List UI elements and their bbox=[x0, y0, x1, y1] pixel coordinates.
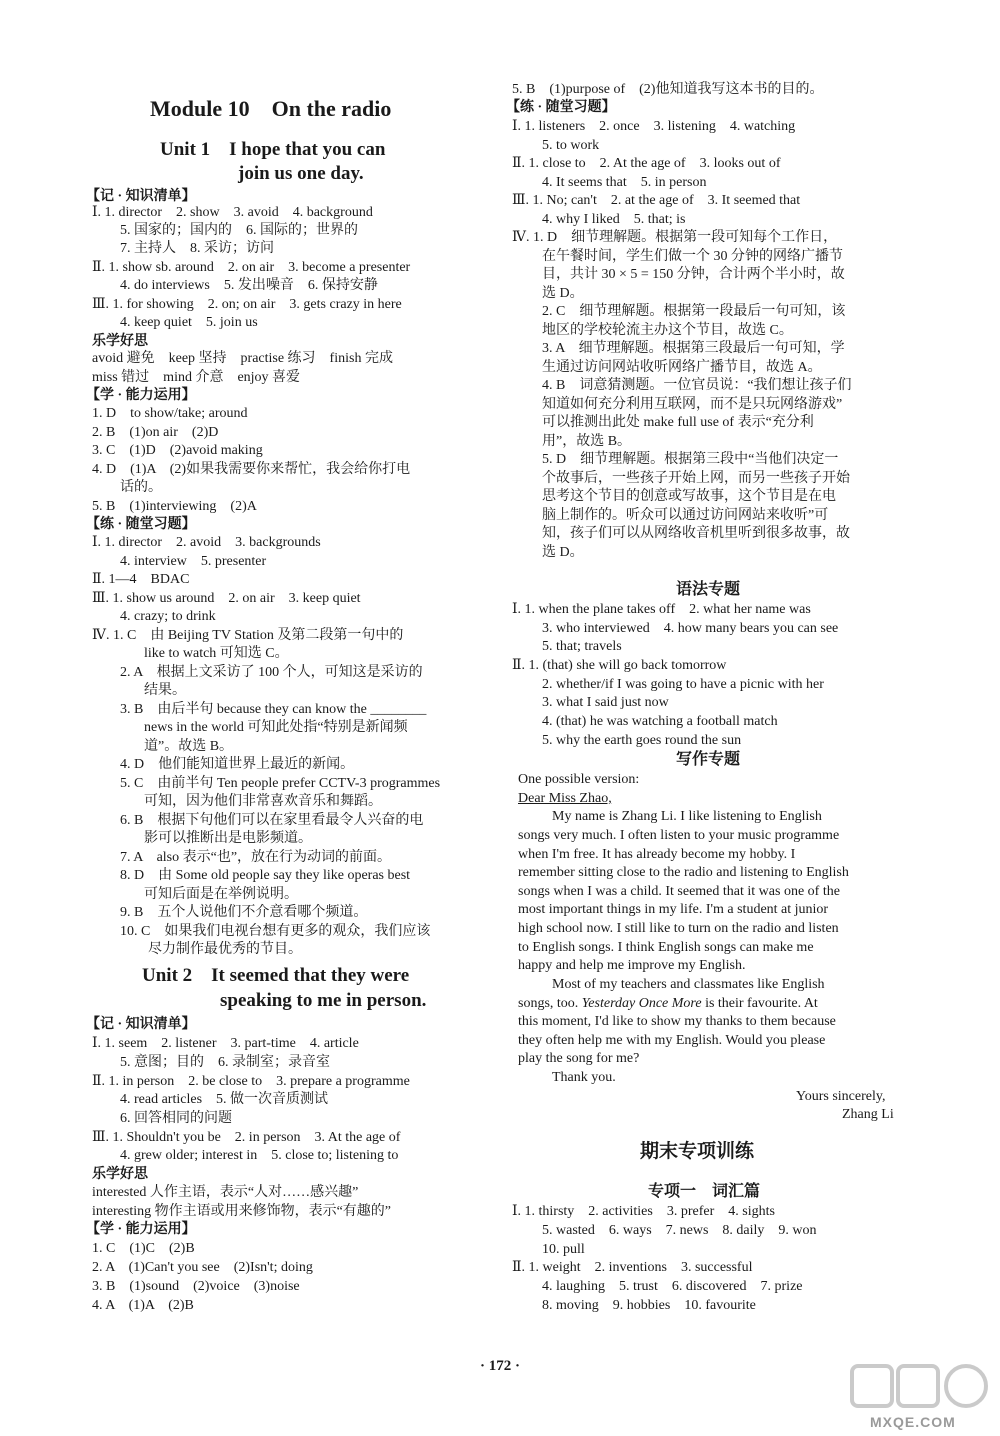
left-text-line: 4. do interviews 5. 发出噪音 6. 保持安静 bbox=[120, 278, 378, 293]
left-text-line: interesting 物作主语或用来修饰物，表示“有趣的” bbox=[92, 1204, 392, 1219]
left-text-line: 4. grew older; interest in 5. close to; listening to bbox=[120, 1148, 399, 1163]
right-text-line: when I'm free. It has already become my hobby. I bbox=[518, 847, 796, 862]
left-text-line: 2. A (1)Can't you see (2)Isn't; doing bbox=[92, 1260, 313, 1275]
left-text-line: 影可以推断出是电影频道。 bbox=[144, 831, 312, 846]
right-text-line: remember sitting close to the radio and listening to English bbox=[518, 865, 849, 880]
left-text-line: Unit 2 It seemed that they were bbox=[142, 965, 410, 986]
left-text-line: Unit 1 I hope that you can bbox=[160, 139, 386, 160]
right-text-line: 目，共计 30 × 5 = 150 分钟，合计两个半小时，故 bbox=[542, 267, 845, 282]
right-text-line: 期末专项训练 bbox=[640, 1141, 755, 1162]
left-text-line: 【记 · 知识清单】 bbox=[86, 189, 196, 204]
left-text-line: join us one day. bbox=[238, 163, 364, 184]
left-text-line: Ⅲ. 1. Shouldn't you be 2. in person 3. At the age of bbox=[92, 1130, 401, 1145]
right-text-line: My name is Zhang Li. I like listening to English bbox=[552, 809, 822, 824]
left-text-line: 4. crazy; to drink bbox=[120, 609, 216, 624]
right-text-line: Ⅰ. 1. thirsty 2. activities 3. prefer 4. sights bbox=[512, 1204, 775, 1219]
right-text-line: 知，孩子们可以从网络收音机里听到很多故事，故 bbox=[542, 526, 850, 541]
right-text-line: One possible version: bbox=[518, 772, 640, 787]
right-text-line: 4. (that) he was watching a football match bbox=[542, 714, 778, 729]
left-text-line: 话的。 bbox=[120, 480, 162, 495]
right-text-line: 语法专题 bbox=[676, 581, 741, 598]
left-text-line: 2. A 根据上文采访了 100 个人，可知这是采访的 bbox=[120, 665, 423, 680]
right-text-line: Ⅳ. 1. D 细节理解题。根据第一段可知每个工作日， bbox=[512, 230, 838, 245]
left-text-line: Ⅰ. 1. director 2. avoid 3. backgrounds bbox=[92, 535, 321, 550]
page-number: · 172 · bbox=[479, 1358, 520, 1374]
left-text-line: 道”。故选 B。 bbox=[144, 739, 234, 754]
left-text-line: 3. C (1)D (2)avoid making bbox=[92, 443, 263, 458]
right-text-line: 3. who interviewed 4. how many bears you can see bbox=[542, 621, 839, 636]
right-text-line: Ⅰ. 1. when the plane takes off 2. what her name was bbox=[512, 602, 811, 617]
right-text-line: they often help me with my English. Would you please bbox=[518, 1033, 826, 1048]
right-text-line: Ⅱ. 1. weight 2. inventions 3. successful bbox=[512, 1260, 753, 1275]
left-text-line: 【学 · 能力运用】 bbox=[86, 1222, 196, 1237]
right-text-line: 10. pull bbox=[542, 1242, 585, 1257]
left-text-line: miss 错过 mind 介意 enjoy 喜爱 bbox=[92, 370, 301, 385]
right-text-line: 专项一 词汇篇 bbox=[648, 1183, 761, 1200]
right-text-line: play the song for me? bbox=[518, 1051, 640, 1066]
left-text-line: like to watch 可知选 C。 bbox=[144, 646, 289, 661]
left-text-line: speaking to me in person. bbox=[220, 990, 427, 1011]
left-text-line: 结果。 bbox=[144, 683, 186, 698]
left-text-line: 5. 意图；目的 6. 录制室；录音室 bbox=[120, 1055, 330, 1070]
left-text-line: Ⅳ. 1. C 由 Beijing TV Station 及第二段第一句中的 bbox=[92, 628, 404, 643]
left-text-line: 【记 · 知识清单】 bbox=[86, 1017, 196, 1032]
watermark-url: MXQE.COM bbox=[870, 1414, 956, 1430]
left-text-line: 4. D (1)A (2)如果我需要你来帮忙，我会给你打电 bbox=[92, 462, 411, 477]
right-text-line: 3. what I said just now bbox=[542, 695, 669, 710]
right-text-line: high school now. I still like to turn on the radio and listen bbox=[518, 921, 839, 936]
left-text-line: 3. B 由后半句 because they can know the ________ bbox=[120, 702, 427, 717]
song-title: Yesterday Once More bbox=[581, 996, 702, 1011]
left-text-line: 2. B (1)on air (2)D bbox=[92, 425, 219, 440]
left-text-line: 乐学好思 bbox=[92, 334, 148, 349]
right-text-line: 地区的学校轮流主办这个节目，故选 C。 bbox=[542, 323, 793, 338]
right-text-line: 5. wasted 6. ways 7. news 8. daily 9. won bbox=[542, 1223, 817, 1238]
right-text-line: 2. C 细节理解题。根据第一段最后一句可知，该 bbox=[542, 304, 846, 319]
right-text-line: most important things in my life. I'm a student at junior bbox=[518, 902, 829, 917]
right-text-line: 5. D 细节理解题。根据第三段中“当他们决定一 bbox=[542, 452, 839, 467]
right-text-line: 脑上制作的。听众可以通过访问网站来收听”可 bbox=[542, 508, 829, 523]
right-text-line: 5. B (1)purpose of (2)他知道我写这本书的目的。 bbox=[512, 82, 824, 97]
left-text-line: 5. C 由前半句 Ten people prefer CCTV-3 programmes bbox=[120, 776, 441, 791]
left-text-line: 5. 国家的；国内的 6. 国际的；世界的 bbox=[120, 223, 358, 238]
right-text-line: Dear Miss Zhao, bbox=[518, 791, 612, 806]
right-text-line: Ⅱ. 1. (that) she will go back tomorrow bbox=[512, 658, 727, 673]
left-text-line: 6. B 根据下句他们可以在家里看最令人兴奋的电 bbox=[120, 813, 424, 828]
left-text-line: 4. read articles 5. 做一次音质测试 bbox=[120, 1092, 329, 1107]
right-text-line: 生通过访问网站收听网络广播节目，故选 A。 bbox=[542, 360, 822, 375]
left-text-line: Ⅱ. 1—4 BDAC bbox=[92, 572, 190, 587]
left-text-line: Ⅱ. 1. in person 2. be close to 3. prepare a programme bbox=[92, 1074, 410, 1089]
left-text-line: 5. B (1)interviewing (2)A bbox=[92, 499, 257, 514]
left-text-line: Ⅲ. 1. for showing 2. on; on air 3. gets crazy in here bbox=[92, 297, 402, 312]
left-text-line: news in the world 可知此处指“特别是新闻频 bbox=[144, 720, 408, 735]
left-text-line: 4. keep quiet 5. join us bbox=[120, 315, 258, 330]
right-text-line: 4. laughing 5. trust 6. discovered 7. prize bbox=[542, 1279, 803, 1294]
right-text-line: 5. why the earth goes round the sun bbox=[542, 733, 742, 748]
left-text-line: 【练 · 随堂习题】 bbox=[86, 517, 196, 532]
right-text-line: 4. why I liked 5. that; is bbox=[542, 212, 686, 227]
right-text-line: 5. to work bbox=[542, 138, 600, 153]
left-text-line: 1. D to show/take; around bbox=[92, 406, 248, 421]
left-text-line: 1. C (1)C (2)B bbox=[92, 1241, 195, 1256]
left-text-line: avoid 避免 keep 坚持 practise 练习 finish 完成 bbox=[92, 351, 393, 366]
left-text-line: 可知，因为他们非常喜欢音乐和舞蹈。 bbox=[144, 794, 382, 809]
left-text-line: Module 10 On the radio bbox=[150, 96, 392, 121]
right-text-line: 用”，故选 B。 bbox=[542, 434, 632, 449]
right-text-line: 【练 · 随堂习题】 bbox=[506, 100, 616, 115]
left-text-line: 4. D 他们能知道世界上最近的新闻。 bbox=[120, 757, 355, 772]
left-text-line: 10. C 如果我们电视台想有更多的观众，我们应该 bbox=[120, 924, 431, 939]
left-text-line: 乐学好思 bbox=[92, 1167, 148, 1182]
right-text-line: 在午餐时间，学生们做一个 30 分钟的网络广播节 bbox=[542, 249, 843, 264]
left-text-line: 6. 回答相同的问题 bbox=[120, 1111, 232, 1126]
right-text-line: 知道如何充分利用互联网，而不是只玩网络游戏” bbox=[542, 397, 843, 412]
right-text-line: Zhang Li bbox=[842, 1107, 894, 1122]
left-text-line: 尽力制作最优秀的节目。 bbox=[148, 942, 302, 957]
left-text-line: 9. B 五个人说他们不介意看哪个频道。 bbox=[120, 905, 368, 920]
right-text-line: 可以推测出此处 make full use of 表示“充分利 bbox=[542, 415, 814, 430]
right-text-line: 写作专题 bbox=[676, 751, 741, 768]
right-text-line: Ⅲ. 1. No; can't 2. at the age of 3. It seemed that bbox=[512, 193, 801, 208]
left-text-line: interested 人作主语，表示“人对……感兴趣” bbox=[92, 1185, 359, 1200]
left-text-line: 4. A (1)A (2)B bbox=[92, 1298, 194, 1313]
right-text-line: 5. that; travels bbox=[542, 639, 622, 654]
left-text-line: 4. interview 5. presenter bbox=[120, 554, 267, 569]
right-text-line: 4. It seems that 5. in person bbox=[542, 175, 707, 190]
right-text-line: 4. B 词意猜测题。一位官员说：“我们想让孩子们 bbox=[542, 378, 852, 393]
left-text-line: 7. A also 表示“也”，放在行为动词的前面。 bbox=[120, 850, 392, 865]
right-text-line: 选 D。 bbox=[542, 286, 584, 301]
right-text-line: 3. A 细节理解题。根据第三段最后一句可知，学 bbox=[542, 341, 845, 356]
right-text-line: songs, too. Yesterday Once More is their favourite. At bbox=[518, 996, 818, 1011]
left-text-line: 【学 · 能力运用】 bbox=[86, 388, 196, 403]
right-text-line: 8. moving 9. hobbies 10. favourite bbox=[542, 1298, 756, 1313]
right-text-line: songs when I was a child. It seemed that it was one of the bbox=[518, 884, 840, 899]
right-text-line: Yours sincerely, bbox=[796, 1089, 886, 1104]
left-text-line: 8. D 由 Some old people say they like operas best bbox=[120, 868, 411, 883]
right-text-line: Ⅰ. 1. listeners 2. once 3. listening 4. watching bbox=[512, 119, 796, 134]
right-text-line: 思考这个节目的创意或写故事，这个节目是在电 bbox=[542, 489, 836, 504]
left-text-line: Ⅰ. 1. seem 2. listener 3. part-time 4. article bbox=[92, 1036, 359, 1051]
right-text-line: Most of my teachers and classmates like English bbox=[552, 977, 825, 992]
right-text-line: songs very much. I often listen to your music programme bbox=[518, 828, 840, 843]
right-text-line: to English songs. I think English songs can make me bbox=[518, 940, 814, 955]
left-text-line: Ⅲ. 1. show us around 2. on air 3. keep quiet bbox=[92, 591, 361, 606]
right-text-line: 个故事后，一些孩子开始上网，而另一些孩子开始 bbox=[542, 471, 850, 486]
right-text-line: happy and help me improve my English. bbox=[518, 958, 746, 973]
left-text-line: 3. B (1)sound (2)voice (3)noise bbox=[92, 1279, 300, 1294]
left-text-line: 7. 主持人 8. 采访；访问 bbox=[120, 241, 274, 256]
right-text-line: Thank you. bbox=[552, 1070, 616, 1085]
left-text-line: 可知后面是在举例说明。 bbox=[144, 887, 298, 902]
right-text-line: Ⅱ. 1. close to 2. At the age of 3. looks out of bbox=[512, 156, 781, 171]
right-text-line: this moment, I'd like to show my thanks to them because bbox=[518, 1014, 836, 1029]
right-text-line: 2. whether/if I was going to have a picnic with her bbox=[542, 677, 824, 692]
right-text-line: 选 D。 bbox=[542, 545, 584, 560]
left-text-line: Ⅱ. 1. show sb. around 2. on air 3. become a presenter bbox=[92, 260, 411, 275]
left-text-line: Ⅰ. 1. director 2. show 3. avoid 4. background bbox=[92, 205, 373, 220]
